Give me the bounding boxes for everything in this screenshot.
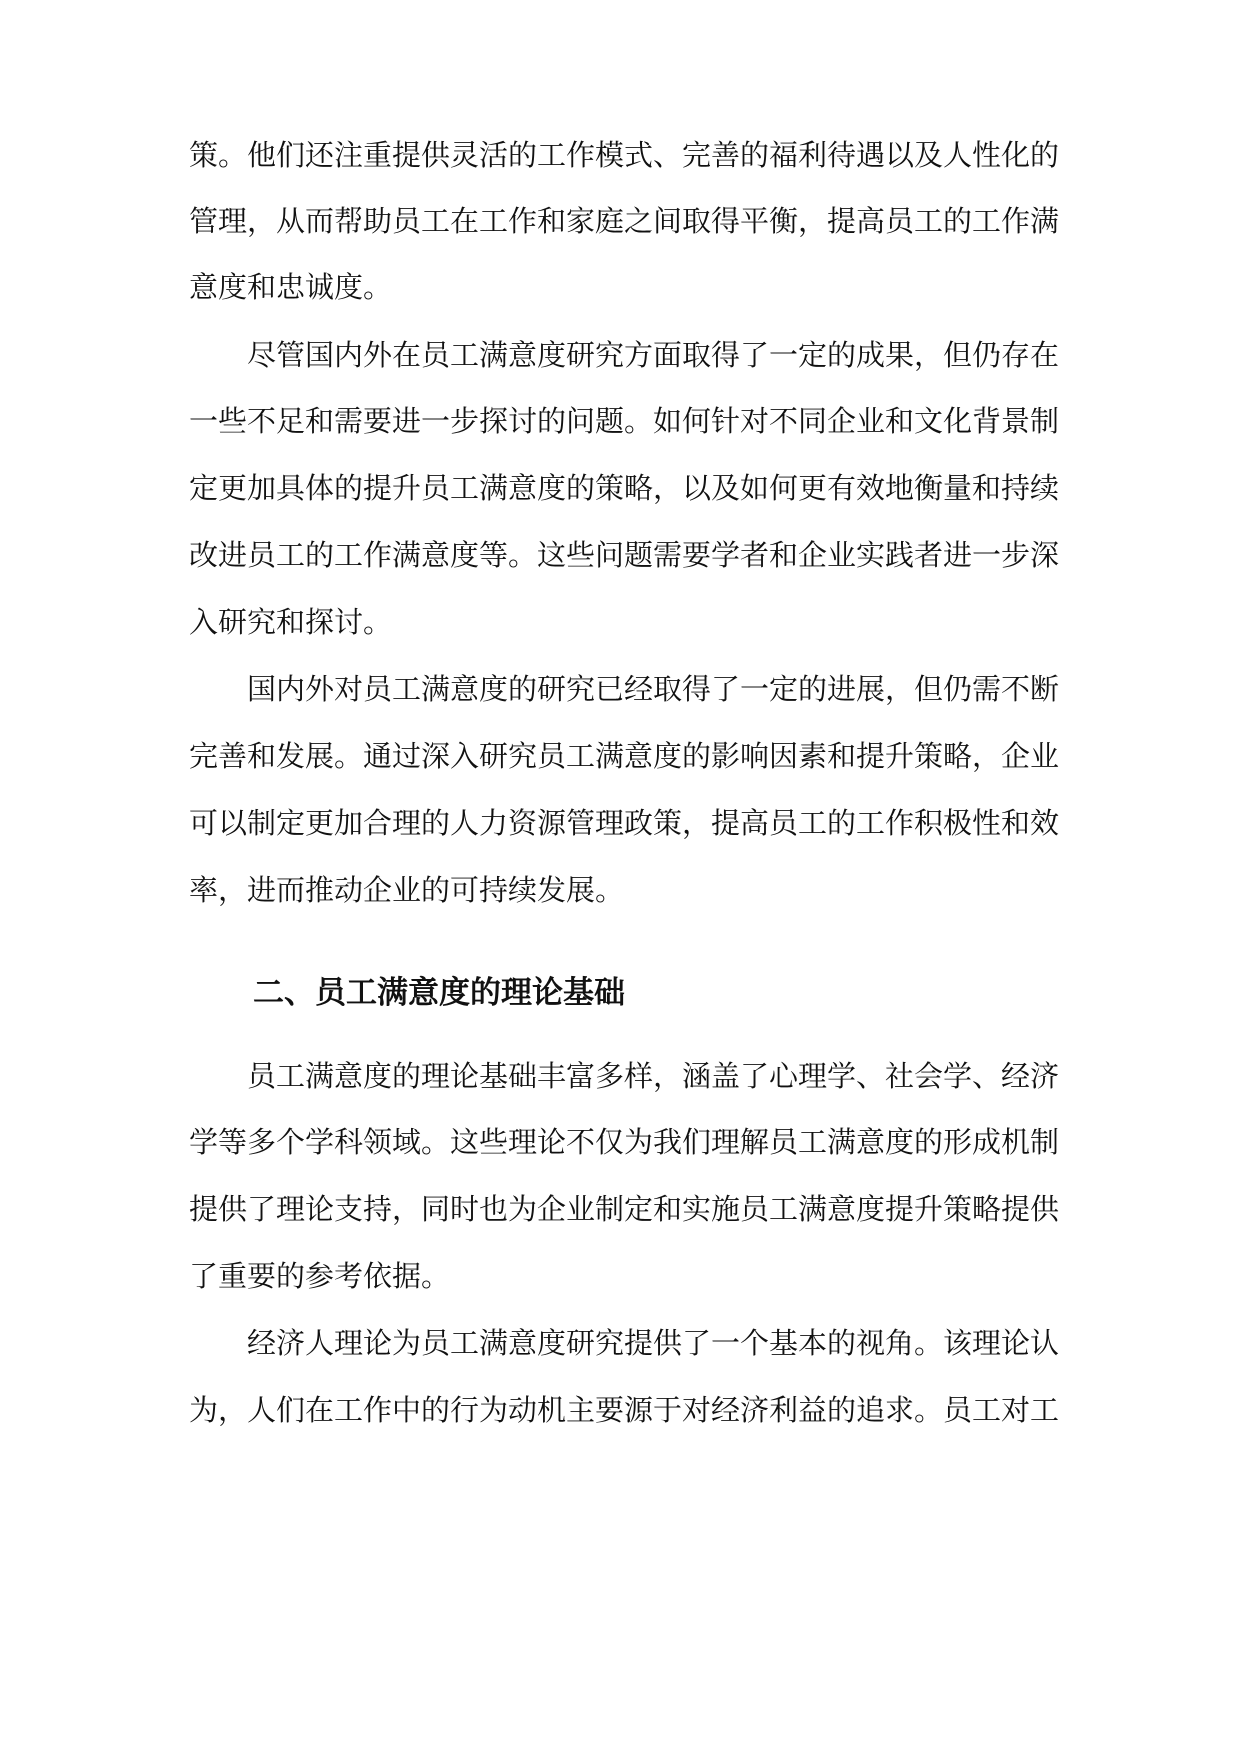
text-line: 入研究和探讨。 xyxy=(189,605,393,639)
text-line: 为，人们在工作中的行为动机主要源于对经济利益的追求。员工对工 xyxy=(189,1393,1060,1427)
text-line: 提供了理论支持，同时也为企业制定和实施员工满意度提升策略提供 xyxy=(189,1192,1060,1226)
text-line: 完善和发展。通过深入研究员工满意度的影响因素和提升策略，企业 xyxy=(189,739,1060,773)
text-line: 学等多个学科领域。这些理论不仅为我们理解员工满意度的形成机制 xyxy=(189,1125,1060,1159)
text-line: 国内外对员工满意度的研究已经取得了一定的进展，但仍需不断 xyxy=(247,672,1060,706)
text-line: 率，进而推动企业的可持续发展。 xyxy=(189,873,625,907)
text-line: 一些不足和需要进一步探讨的问题。如何针对不同企业和文化背景制 xyxy=(189,404,1060,438)
text-line: 改进员工的工作满意度等。这些问题需要学者和企业实践者进一步深 xyxy=(189,538,1060,572)
text-line: 可以制定更加合理的人力资源管理政策，提高员工的工作积极性和效 xyxy=(189,806,1060,840)
text-line: 意度和忠诚度。 xyxy=(189,270,393,304)
text-line: 策。他们还注重提供灵活的工作模式、完善的福利待遇以及人性化的 xyxy=(189,138,1060,172)
text-line: 管理，从而帮助员工在工作和家庭之间取得平衡，提高员工的工作满 xyxy=(189,204,1060,238)
text-line: 经济人理论为员工满意度研究提供了一个基本的视角。该理论认 xyxy=(247,1326,1060,1360)
text-line: 定更加具体的提升员工满意度的策略，以及如何更有效地衡量和持续 xyxy=(189,471,1060,505)
text-line: 员工满意度的理论基础丰富多样，涵盖了心理学、社会学、经济 xyxy=(247,1059,1060,1093)
text-line: 尽管国内外在员工满意度研究方面取得了一定的成果，但仍存在 xyxy=(247,338,1060,372)
text-line: 了重要的参考依据。 xyxy=(189,1259,451,1293)
section-heading: 二、员工满意度的理论基础 xyxy=(253,975,625,1011)
